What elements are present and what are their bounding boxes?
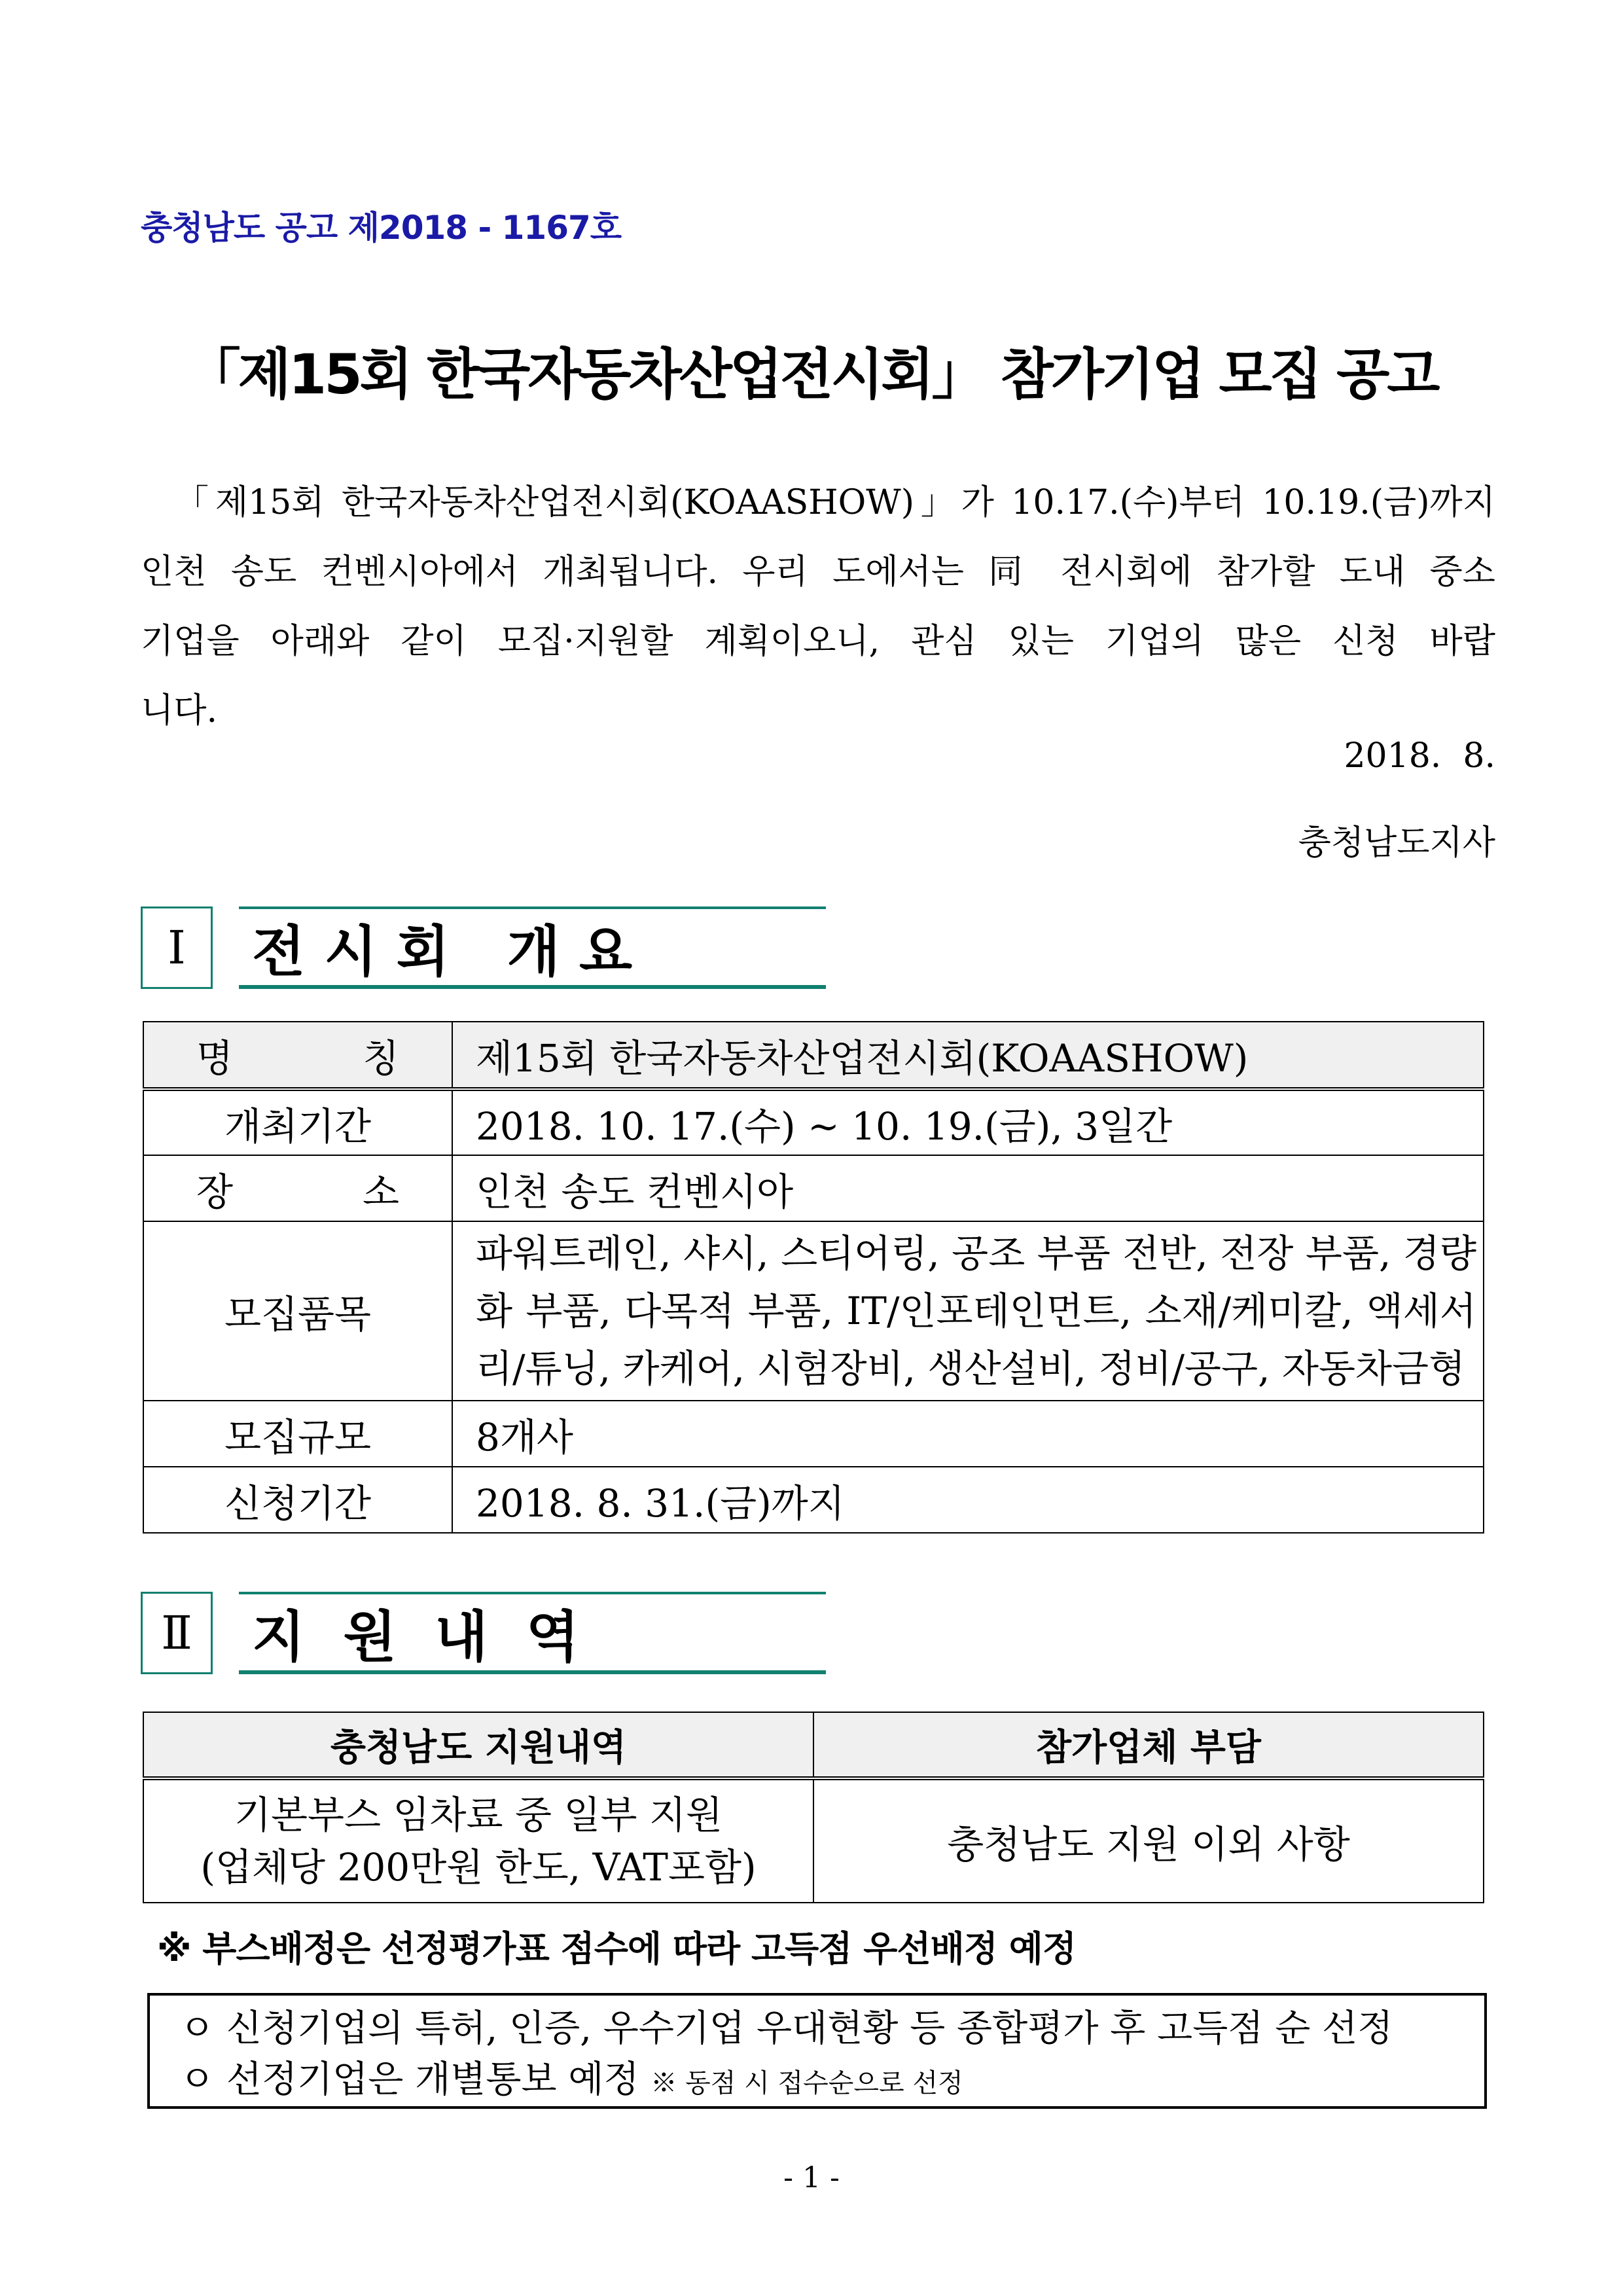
row-label: 모집품목	[143, 1221, 452, 1401]
table-row	[143, 1089, 1484, 1155]
row-label: 장 소	[143, 1155, 452, 1221]
support-line: 기본부스 임차료 중 일부 지원	[234, 1793, 723, 1837]
header-cell: 충청남도 지원내역	[143, 1712, 813, 1778]
issuer: 충청남도지사	[1298, 823, 1495, 863]
table-row	[143, 1778, 1484, 1903]
section-1-title: 전 시 회 개 요	[239, 906, 826, 989]
list-item: ㅇ 신청기업의 특허, 인증, 우수기업 우대현황 등 종합평가 후 고득점 순 선정	[179, 2007, 1393, 2050]
table-row	[143, 1712, 1484, 1778]
list-item-text: ㅇ 선정기업은 개별통보 예정	[179, 2058, 639, 2101]
row-label: 명 칭	[143, 1022, 452, 1089]
row-value: 제15회 한국자동차산업전시회(KOAASHOW)	[452, 1022, 1484, 1089]
document-title: 「제15회 한국자동차산업전시회」 참가기업 모집 공고	[185, 342, 1438, 406]
row-label: 모집규모	[143, 1401, 452, 1467]
row-value: 2018. 8. 31.(금)까지	[452, 1467, 1484, 1533]
support-line: (업체당 200만원 한도, VAT포함)	[200, 1845, 757, 1890]
section-1-number: Ⅰ	[141, 906, 213, 989]
section-2-title: 지 원 내 역	[239, 1592, 826, 1674]
page-number: - 1 -	[783, 2161, 840, 2195]
tie-break-note: ※ 동점 시 접수순으로 선정	[651, 2068, 963, 2098]
row-value: 인천 송도 컨벤시아	[452, 1155, 1484, 1221]
section-2-number: Ⅱ	[141, 1592, 213, 1674]
intro-line: 니다.	[141, 691, 217, 730]
selection-criteria-box	[147, 1993, 1487, 2109]
row-label: 개최기간	[143, 1089, 452, 1155]
intro-line: 기업을 아래와 같이 모집·지원할 계획이오니, 관심 있는 기업의 많은 신청 바랍	[141, 622, 1495, 661]
table-row	[143, 1022, 1484, 1089]
table-row	[143, 1467, 1484, 1533]
burden-cell: 충청남도 지원 이외 사항	[813, 1778, 1484, 1903]
support-details-table	[143, 1712, 1484, 1903]
exhibition-overview-table	[143, 1021, 1484, 1534]
booth-note: ※ 부스배정은 선정평가표 점수에 따라 고득점 우선배정 예정	[157, 1928, 1077, 1969]
intro-line: 「제15회 한국자동차산업전시회(KOAASHOW)」가 10.17.(수)부터 10.19.(금)까지	[175, 483, 1495, 522]
table-row	[143, 1401, 1484, 1467]
list-item	[179, 2054, 1484, 2109]
intro-line: 인천 송도 컨벤시아에서 개최됩니다. 우리 도에서는 同 전시회에 참가할 도내 중소	[141, 552, 1495, 592]
header-cell: 참가업체 부담	[813, 1712, 1484, 1778]
row-value: 파워트레인, 샤시, 스티어링, 공조 부품 전반, 전장 부품, 경량화 부품, 다목적 부품, IT/인포테인먼트, 소재/케미칼, 액세서리/튜닝, 카케어, 시험장비, 생산설비, 정비/공구, 자동차금형	[452, 1221, 1484, 1401]
table-row	[143, 1221, 1484, 1401]
notice-number: 충청남도 공고 제2018 - 1167호	[141, 209, 622, 247]
row-label: 신청기간	[143, 1467, 452, 1533]
row-value: 2018. 10. 17.(수) ~ 10. 19.(금), 3일간	[452, 1089, 1484, 1155]
announcement-date: 2018. 8.	[1344, 736, 1495, 776]
table-row	[143, 1155, 1484, 1221]
row-value: 8개사	[452, 1401, 1484, 1467]
intro-paragraph	[141, 468, 1495, 745]
support-cell	[143, 1778, 813, 1903]
